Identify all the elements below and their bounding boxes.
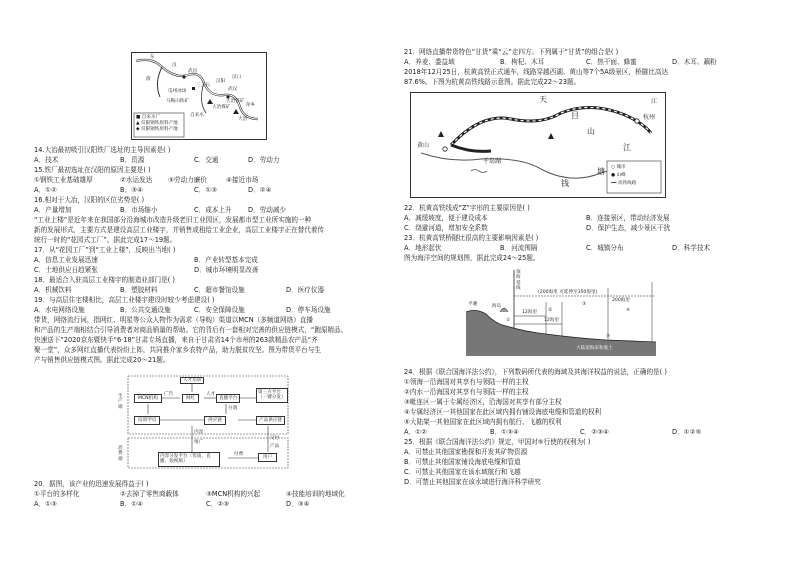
q15-opt-c[interactable]: C．①③ (194, 186, 218, 194)
flow-supply-box: 供应链 (204, 416, 226, 425)
sea-label-shelf: 大陆架海床和底土 (576, 346, 613, 351)
q17-opt-c[interactable]: C．土地供应日趋紧张 (34, 266, 98, 274)
q21-opt-b[interactable]: B．枸杞、木耳 (500, 58, 545, 66)
q25-opt-b[interactable]: B．可禁止其他国家铺设海底电缆和管道 (404, 458, 521, 466)
sea-figure-caption: 图为海洋空间的规划图，据此完成24～25题。 (404, 254, 540, 262)
map1-label-1: 汉 (172, 63, 177, 68)
sea-zone-5: ⑤ (606, 334, 611, 339)
map1-label-14: 大冶 (238, 117, 248, 122)
q19-opt-c[interactable]: C．安全保障设施 (194, 306, 245, 314)
map1-label-3: 武昌 (188, 69, 198, 74)
flow-consumer: 消费端 (118, 446, 123, 462)
map2-label-shan: 山 (587, 127, 595, 136)
q16-opt-c[interactable]: C．成本上升 (194, 206, 232, 214)
q24-item-3: ③毗连区一属于专属经济区，沿海国对其享有部分主权 (404, 398, 562, 406)
flow-third-box: 第三方平台（一键分发） (256, 388, 288, 403)
flow-ad-label: 广告 (164, 392, 174, 397)
q22-opt-d[interactable]: D．保护生态，减少景区干扰 (586, 224, 671, 232)
q23-opt-a[interactable]: A．地形起伏 (404, 244, 442, 252)
flow-ts-label: 推广 (194, 440, 204, 445)
passage1-line-3: 统行一时的“花园式工厂”。据此完成17～19题。 (34, 236, 177, 244)
sea-label-200: 200海里 (612, 298, 630, 303)
q16-opt-b[interactable]: B．市场缩小 (120, 206, 158, 214)
map1-label-12: 自来水 (190, 113, 204, 118)
q23-opt-b[interactable]: B．河流围隔 (500, 244, 538, 252)
map1-label-13: 萍乡 (246, 103, 256, 108)
flow-producer: 生产端 (118, 394, 123, 410)
map1-label-0: 东 (150, 55, 155, 60)
map1-legend-2: ◆ 仅限钢铁原料产地 (136, 127, 178, 132)
sea-zone-4: ④ (626, 308, 631, 313)
q24-stem: 24．根据《联合国海洋法公约》，下列数码所代表的海域及其海洋权益的说法，正确的是( ) (404, 368, 667, 376)
q24-opt-c[interactable]: C．②③④ (580, 428, 609, 436)
q15-item-2: ②水运发达 (120, 176, 153, 184)
q19-opt-d[interactable]: D．停车场设施 (286, 306, 331, 314)
map1-legend-0: ■ 自来水厂 (136, 115, 161, 120)
q18-stem: 18．最适合入驻高层工业楼宇的制造业部门是( ) (34, 276, 175, 284)
flow-ren-label: 人才 (206, 392, 216, 397)
passage2-line-3: 快速送下”2020京东暨快手“6·18”甘肃专场直播，来自于甘肃省14个市州的263款精品农产品“齐 (34, 336, 318, 344)
map2-label-tang: 塘 (597, 167, 605, 176)
sea-zone-1: ① (506, 318, 511, 323)
q17-opt-a[interactable]: A．信息工业发展迅速 (34, 256, 98, 264)
map2-label-qiandaohu: 千岛湖 (483, 158, 502, 165)
sea-zone-2: ② (548, 308, 553, 313)
map2-label-mu: 目 (571, 111, 579, 120)
q18-opt-b[interactable]: B．塑胶材料 (120, 286, 158, 294)
q21-opt-c[interactable]: C．热干面、蜂蜜 (586, 58, 637, 66)
q20-opt-b[interactable]: B．①④ (120, 500, 143, 508)
map2-label-tian: 天 (539, 95, 547, 104)
q17-stem: 17．从“花园工厂”到“工业上楼”，反映出当地( ) (34, 246, 176, 254)
passage1-line-1: “工业上楼”是近年来在我国部分沿海城市改造升级老旧工业园区，发展都市型工业所实施的一种 (34, 216, 312, 224)
q24-opt-b[interactable]: B．①③④ (490, 428, 519, 436)
passage2-line-5: 产与销售供应链模式图。据此完成20～21题。 (34, 356, 170, 364)
wuhan-map (131, 52, 267, 140)
map2-label-huangshan: 黄山 (417, 142, 430, 149)
flow-deliver-label: 交付 (270, 436, 280, 441)
map1-label-2: 渭 (146, 77, 151, 82)
map2-label-jiang-2: 江 (623, 143, 631, 152)
q24-opt-a[interactable]: A．①② (404, 428, 427, 436)
q24-item-2: ②内水一沿海国对其享有与领陆一样的主权 (404, 388, 529, 396)
flow-talent-box: 人才培训 (180, 377, 204, 384)
map1-label-7: 汉阳 (216, 79, 226, 84)
passage3-line-1: 2018年12月25日，杭黄高铁正式通车，线路穿越西湖、黄山等7个5A级景区，桥隧比高达 (404, 68, 669, 76)
q20-item-4: ④技能培训的地域化 (286, 490, 345, 498)
flow-goods-box: 产品供应链 (256, 416, 285, 425)
q22-opt-c[interactable]: C．绕避河道，增加安全系数 (404, 224, 488, 232)
sea-label-12b: 12海里 (544, 318, 560, 323)
q15-opt-b[interactable]: B．③④ (120, 186, 143, 194)
sea-label-350: (200海里 可延伸至350海里) (538, 290, 598, 295)
map2-legend-peak: ● 山峰 (611, 173, 626, 178)
q24-item-1: ①领海一沿海国对其享有与领陆一样的主权 (404, 378, 529, 386)
q14-opt-b[interactable]: B．资源 (120, 156, 145, 164)
q14-opt-d[interactable]: D．劳动力 (248, 156, 280, 164)
flow-share-label: 分润 (228, 406, 238, 411)
q19-stem: 19．与高层住宅楼相比，高层工业楼宇建设时较少考虑建设( ) (34, 296, 215, 304)
sea-label-12a: 12海里 (522, 310, 538, 315)
map2-label-hangzhou: 杭州 (643, 114, 656, 121)
q23-opt-d[interactable]: D．科学技术 (672, 244, 711, 252)
map1-label-5: 瓜州冰场 (168, 89, 187, 94)
map1-label-11: 马鞍山铁矿 (166, 99, 189, 104)
passage2-line-2: 和产品的生产端相结合引导消费者对商品销量的帮助。它的背后有一套相对完善的供应链模式，“跑原精品、 (34, 326, 348, 334)
q20-stem: 20．据图，该产业的迅速发展得益于( ) (34, 480, 149, 488)
q14-stem: 14.大冶最初吸引汉阳铁厂选址的主导因素是( ) (34, 146, 171, 154)
flow-product-label: 产品 (270, 444, 280, 449)
passage2-line-4: 聚一堂”，众多网红直播代表纷纷上阵，共同推介家乡农特产品，助力脱贫攻坚。图为带货平台与生 (34, 346, 321, 354)
q20-item-3: ③MCN机构的兴起 (206, 490, 261, 498)
map2-legend-city: ○ 城市 (611, 165, 626, 170)
q15-item-4: ④接近市场 (226, 176, 259, 184)
passage1-line-2: 新的发展形式，主要方式是建设高层工业楼宇，并销售或租给工业企业，高层工业楼宇正在替代着传 (34, 226, 325, 234)
q23-opt-c[interactable]: C．城镇分布 (586, 244, 624, 252)
q16-stem: 16.相对于大冶，汉阳的区位劣势是( ) (34, 196, 145, 204)
map2-label-jiang-1: 江 (651, 98, 658, 105)
q25-opt-a[interactable]: A．可禁止其他国家勘探和开发其矿物资源 (404, 448, 528, 456)
q15-opt-d[interactable]: D．②④ (248, 186, 272, 194)
map1-label-4: 三三石 (196, 83, 210, 88)
q16-opt-a[interactable]: A．产量增加 (34, 206, 72, 214)
flow-train-box: 培训学员 (134, 416, 160, 425)
hangzhou-huangshan-map (410, 92, 666, 198)
q15-opt-a[interactable]: A．①② (34, 186, 57, 194)
q14-opt-c[interactable]: C．交通 (194, 156, 219, 164)
q20-item-2: ②去掉了零售商载体 (120, 490, 179, 498)
map1-label-9: 大冶煤矿 (212, 105, 231, 110)
q24-item-4: ④专属经济区一其他国家在此区域内拥有铺设海底电缆和管道的权利 (404, 408, 602, 416)
q22-stem: 22．杭黄高铁线成“Z”字形的主要原因是( ) (404, 204, 530, 212)
q21-opt-a[interactable]: A．养麦、娄益域 (404, 58, 455, 66)
sea-label-baseline: 领海基线 (516, 270, 521, 292)
q18-opt-c[interactable]: C．超市餐馆设施 (194, 286, 245, 294)
flow-user-box: 用户 (258, 453, 277, 462)
q25-stem: 25．根据《联合国海洋法公约》规定，甲国对⑤行使的权利为( ) (404, 438, 591, 446)
q15-item-1: ①钢铁工业基础雄厚 (34, 176, 93, 184)
q19-opt-a[interactable]: A．水电网络设施 (34, 306, 85, 314)
q20-opt-c[interactable]: C．②③ (206, 500, 230, 508)
q23-stem: 23．杭黄高铁桥隧比很高的主要影响因素是( ) (404, 234, 539, 242)
q22-opt-a[interactable]: A．减缓坡度，便于建设成本 (404, 214, 488, 222)
q21-stem: 21．网络直播带货特色“甘货”乘“云”走四方。下列属于“甘货”的组合是( ) (404, 48, 619, 56)
q18-opt-a[interactable]: A．机械饮料 (34, 286, 72, 294)
passage2-line-1: 带货，网络流行词，指网红、明星等公众人物作为需求（导购）渠道以MCN（多频道网络）直播 (34, 316, 313, 324)
q25-opt-c[interactable]: C．可禁止其他国家在该水域航行和飞越 (404, 468, 521, 476)
q20-opt-d[interactable]: D．③④ (286, 500, 310, 508)
flow-cont-label: 内容 (194, 430, 204, 435)
flow-plat-box: 直播平台 (216, 394, 240, 403)
q17-opt-d[interactable]: D．城市环境明显改善 (194, 266, 259, 274)
q22-opt-b[interactable]: B．连接景区，带动经济发展 (586, 214, 670, 222)
flow-net-box: 网红 (182, 394, 199, 403)
q20-item-1: ①平台的多样化 (34, 490, 80, 498)
q17-opt-b[interactable]: B．产业转型基本完成 (194, 256, 258, 264)
q16-opt-d[interactable]: D．劳动减少 (248, 206, 287, 214)
q21-opt-d[interactable]: D．木耳、藕粉 (672, 58, 717, 66)
map2-label-qian: 钱 (561, 179, 569, 188)
q19-opt-b[interactable]: B．公共交通设施 (120, 306, 171, 314)
q18-opt-d[interactable]: D．医疗仪器 (286, 286, 325, 294)
flow-pay-label: 付费 (234, 452, 244, 457)
q24-item-5: ⑤大陆架一其他国家在此区域内拥有航行、飞越的权利 (404, 418, 562, 426)
map1-legend-1: ▲ 仅限钢铁原料产地 (136, 121, 178, 126)
map2-legend-rail: ━━ 高铁线路 (611, 181, 637, 186)
q20-opt-a[interactable]: A．①③ (34, 500, 57, 508)
flow-mcn-box: MCN机构 (134, 394, 162, 403)
sea-label-island: 海岛 (492, 304, 502, 309)
sea-label-land: 平潮 (468, 302, 478, 307)
q25-opt-d[interactable]: D．可禁止其他国家在该水域进行海洋科学研究 (404, 478, 541, 486)
map1-label-6: 武汉 (228, 87, 238, 92)
passage3-line-2: 87.6%。下图为杭黄高铁线路示意图。据此完成22～23题。 (404, 78, 581, 86)
q15-item-3: ③劳动力廉价 (168, 176, 207, 184)
supply-chain-diagram (118, 374, 294, 470)
sea-zone-3: ③ (582, 302, 587, 307)
map1-label-10: 大冶铁矿 (226, 99, 245, 104)
q15-stem: 15.铁厂最初选址在汉阳的原因主要是( ) (34, 166, 151, 174)
flow-consume-box: 内容分发平台（优质、直播、短视频） (158, 452, 220, 467)
map1-label-8: 汉口 (232, 75, 242, 80)
q24-opt-d[interactable]: D．①②⑤ (672, 428, 702, 436)
q14-opt-a[interactable]: A．技术 (34, 156, 59, 164)
sea-zone-diagram (466, 268, 656, 356)
